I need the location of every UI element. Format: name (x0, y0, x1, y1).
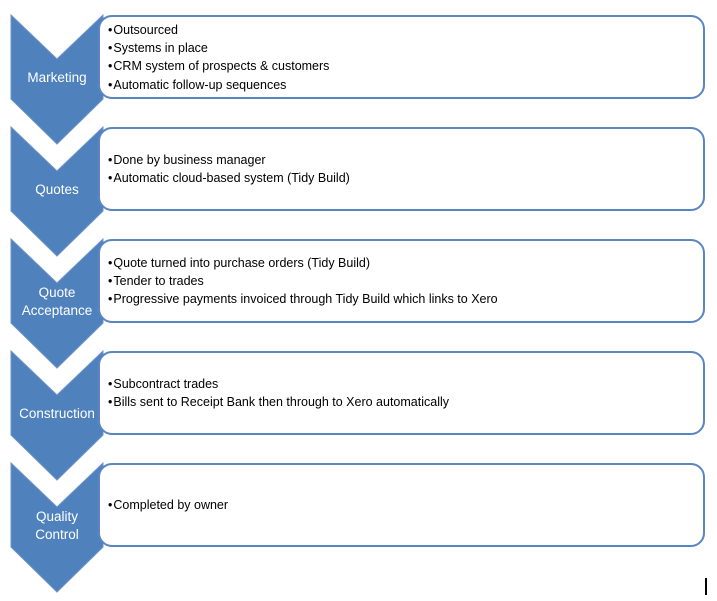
stage-label-construction: Construction (19, 406, 95, 421)
stage-box-quote-acceptance (98, 239, 705, 323)
stage-box-construction (98, 351, 705, 435)
bullet-item: • CRM system of prospects & customers (108, 57, 697, 75)
bullet-item: • Systems in place (108, 39, 697, 57)
bullet-item: • Progressive payments invoiced through Tidy Build which links to Xero (108, 290, 697, 308)
bullet-item: • Done by business manager (108, 151, 697, 169)
bullet-item: • Completed by owner (108, 496, 697, 514)
bullet-item: • Outsourced (108, 21, 697, 39)
bullet-list (108, 254, 697, 309)
stage-label-quotes: Quotes (35, 182, 79, 197)
stage-label-quality-control: Quality Control (35, 509, 79, 542)
bullet-list (108, 21, 697, 94)
bullet-item: • Bills sent to Receipt Bank then through to Xero automatically (108, 393, 697, 411)
bullet-item: • Subcontract trades (108, 375, 697, 393)
stage-box-marketing (98, 15, 705, 99)
stage-box-quality-control (98, 463, 705, 547)
stage-label-marketing: Marketing (27, 70, 87, 85)
text-cursor (705, 578, 707, 595)
bullet-item: • Tender to trades (108, 272, 697, 290)
stage-box-quotes (98, 127, 705, 211)
bullet-item: • Automatic cloud-based system (Tidy Build) (108, 169, 697, 187)
stage-label-quote-acceptance: Quote Acceptance (21, 285, 93, 318)
bullet-list (108, 151, 697, 187)
bullet-item: • Automatic follow-up sequences (108, 76, 697, 94)
bullet-item: • Quote turned into purchase orders (Tidy Build) (108, 254, 697, 272)
bullet-list (108, 496, 697, 514)
bullet-list (108, 375, 697, 411)
